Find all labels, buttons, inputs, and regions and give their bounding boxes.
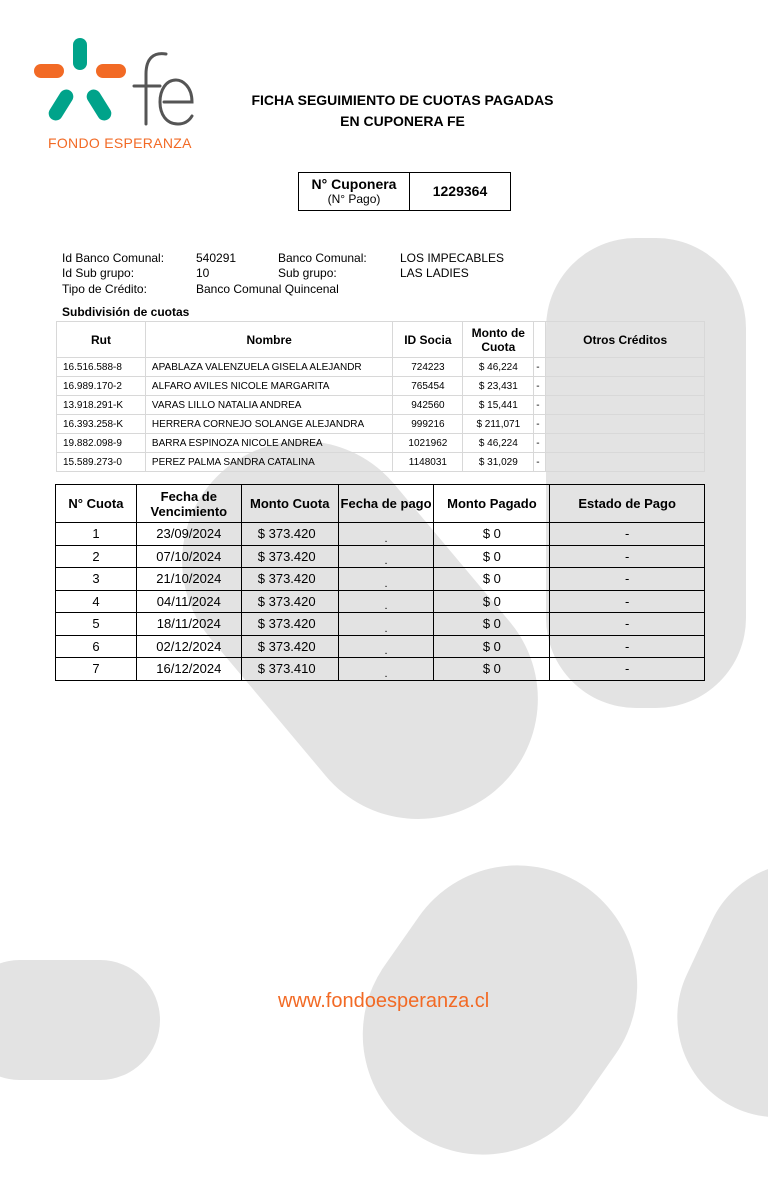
otros-cell: -	[534, 358, 546, 377]
watermark-shape	[0, 960, 160, 1080]
fecha-cell: 21/10/2024	[136, 568, 241, 591]
id-banco-value: 540291	[196, 251, 237, 265]
tipo-credito-value: Banco Comunal Quincenal	[196, 282, 339, 296]
nombre-cell: ALFARO AVILES NICOLE MARGARITA	[145, 377, 393, 396]
fecha-pago-cell: .	[338, 590, 434, 613]
monto-cell: $ 46,224	[463, 434, 534, 453]
cuponera-box	[298, 172, 511, 211]
monto-pagado-cell: $ 0	[434, 523, 550, 546]
id-cell: 999216	[393, 415, 463, 434]
fecha-cell: 02/12/2024	[136, 635, 241, 658]
table-row	[57, 453, 705, 472]
cuponera-sublabel: (N° Pago)	[327, 192, 381, 206]
fecha-pago-cell: .	[338, 568, 434, 591]
col-monto: Monto de Cuota	[463, 322, 534, 358]
monto-pagado-cell: $ 0	[434, 613, 550, 636]
nombre-cell: VARAS LILLO NATALIA ANDREA	[145, 396, 393, 415]
n-cuota-cell: 5	[56, 613, 137, 636]
cuponera-label: N° Cuponera	[311, 176, 397, 192]
n-cuota-cell: 7	[56, 658, 137, 681]
otros-cell: -	[534, 415, 546, 434]
rut-cell: 13.918.291-K	[57, 396, 146, 415]
monto-cell: $ 373.420	[241, 613, 338, 636]
rut-cell: 15.589.273-0	[57, 453, 146, 472]
nombre-cell: HERRERA CORNEJO SOLANGE ALEJANDRA	[145, 415, 393, 434]
estado-cell: -	[550, 590, 705, 613]
otros-cell: -	[534, 396, 546, 415]
monto-cell: $ 46,224	[463, 358, 534, 377]
col-spacer	[534, 322, 546, 358]
table-row	[56, 568, 705, 591]
monto-cell: $ 23,431	[463, 377, 534, 396]
title-line-2: EN CUPONERA FE	[340, 113, 465, 129]
col-nombre: Nombre	[145, 322, 393, 358]
col-monto-pagado: Monto Pagado	[434, 485, 550, 523]
monto-pagado-cell: $ 0	[434, 635, 550, 658]
fecha-cell: 16/12/2024	[136, 658, 241, 681]
otros-cell: -	[534, 377, 546, 396]
id-cell: 1148031	[393, 453, 463, 472]
id-cell: 942560	[393, 396, 463, 415]
estado-cell: -	[550, 658, 705, 681]
n-cuota-cell: 1	[56, 523, 137, 546]
watermark-shape	[644, 830, 768, 1150]
id-cell: 1021962	[393, 434, 463, 453]
id-banco-label: Id Banco Comunal:	[62, 251, 165, 265]
fecha-pago-cell: .	[338, 545, 434, 568]
monto-pagado-cell: $ 0	[434, 590, 550, 613]
fecha-cell: 04/11/2024	[136, 590, 241, 613]
fecha-cell: 18/11/2024	[136, 613, 241, 636]
monto-cell: $ 31,029	[463, 453, 534, 472]
estado-cell: -	[550, 613, 705, 636]
banco-value: LOS IMPECABLES	[400, 251, 505, 265]
empty-cell	[546, 396, 705, 415]
table-row	[56, 658, 705, 681]
col-rut: Rut	[57, 322, 146, 358]
estado-cell: -	[550, 568, 705, 591]
empty-cell	[546, 434, 705, 453]
banco-label: Banco Comunal:	[278, 251, 367, 265]
table-row	[56, 613, 705, 636]
subgrupo-label: Sub grupo:	[278, 266, 337, 280]
subdivision-table	[56, 321, 705, 472]
col-otros: Otros Créditos	[546, 322, 705, 358]
col-n-cuota: N° Cuota	[56, 485, 137, 523]
fecha-cell: 07/10/2024	[136, 545, 241, 568]
empty-cell	[546, 377, 705, 396]
table-row	[57, 434, 705, 453]
monto-pagado-cell: $ 0	[434, 568, 550, 591]
n-cuota-cell: 6	[56, 635, 137, 658]
monto-cell: $ 373.420	[241, 545, 338, 568]
subdivision-heading: Subdivisión de cuotas	[62, 305, 190, 319]
monto-cell: $ 373.410	[241, 658, 338, 681]
document-title	[210, 90, 595, 132]
col-fecha-pago: Fecha de pago	[338, 485, 434, 523]
table-row	[57, 415, 705, 434]
monto-pagado-cell: $ 0	[434, 658, 550, 681]
fecha-cell: 23/09/2024	[136, 523, 241, 546]
table-row	[57, 377, 705, 396]
subgrupo-value: LAS LADIES	[400, 266, 469, 280]
empty-cell	[546, 415, 705, 434]
cuponera-value: 1229364	[432, 183, 488, 199]
table-row	[56, 635, 705, 658]
table-row	[57, 358, 705, 377]
table-row	[56, 590, 705, 613]
estado-cell: -	[550, 545, 705, 568]
empty-cell	[546, 358, 705, 377]
col-fecha-vencimiento: Fecha de Vencimiento	[136, 485, 241, 523]
n-cuota-cell: 4	[56, 590, 137, 613]
table-row	[57, 396, 705, 415]
rut-cell: 16.393.258-K	[57, 415, 146, 434]
col-estado-pago: Estado de Pago	[550, 485, 705, 523]
rut-cell: 16.516.588-8	[57, 358, 146, 377]
rut-cell: 19.882.098-9	[57, 434, 146, 453]
cuponera-label-cell	[299, 173, 410, 210]
monto-cell: $ 373.420	[241, 523, 338, 546]
table-row	[56, 523, 705, 546]
monto-cell: $ 373.420	[241, 568, 338, 591]
col-id-socia: ID Socia	[393, 322, 463, 358]
estado-cell: -	[550, 523, 705, 546]
id-subgrupo-label: Id Sub grupo:	[62, 266, 135, 280]
nombre-cell: PEREZ PALMA SANDRA CATALINA	[145, 453, 393, 472]
id-subgrupo-value: 10	[196, 266, 210, 280]
empty-cell	[546, 453, 705, 472]
id-cell: 765454	[393, 377, 463, 396]
otros-cell: -	[534, 434, 546, 453]
subdivision-header-row	[57, 322, 705, 358]
n-cuota-cell: 3	[56, 568, 137, 591]
cuotas-header-row	[56, 485, 705, 523]
col-monto-cuota: Monto Cuota	[241, 485, 338, 523]
logo-brand-text: FONDO ESPERANZA	[48, 135, 192, 151]
monto-cell: $ 211,071	[463, 415, 534, 434]
id-cell: 724223	[393, 358, 463, 377]
monto-cell: $ 373.420	[241, 590, 338, 613]
fecha-pago-cell: .	[338, 658, 434, 681]
website-link[interactable]: www.fondoesperanza.cl	[278, 990, 490, 1012]
table-row	[56, 545, 705, 568]
tipo-credito-label: Tipo de Crédito:	[62, 282, 147, 296]
fecha-pago-cell: .	[338, 613, 434, 636]
cuotas-table	[55, 484, 705, 681]
otros-cell: -	[534, 453, 546, 472]
monto-cell: $ 15,441	[463, 396, 534, 415]
title-line-1: FICHA SEGUIMIENTO DE CUOTAS PAGADAS	[251, 92, 554, 108]
nombre-cell: BARRA ESPINOZA NICOLE ANDREA	[145, 434, 393, 453]
fecha-pago-cell: .	[338, 523, 434, 546]
rut-cell: 16.989.170-2	[57, 377, 146, 396]
monto-pagado-cell: $ 0	[434, 545, 550, 568]
n-cuota-cell: 2	[56, 545, 137, 568]
nombre-cell: APABLAZA VALENZUELA GISELA ALEJANDR	[145, 358, 393, 377]
monto-cell: $ 373.420	[241, 635, 338, 658]
estado-cell: -	[550, 635, 705, 658]
fecha-pago-cell: .	[338, 635, 434, 658]
